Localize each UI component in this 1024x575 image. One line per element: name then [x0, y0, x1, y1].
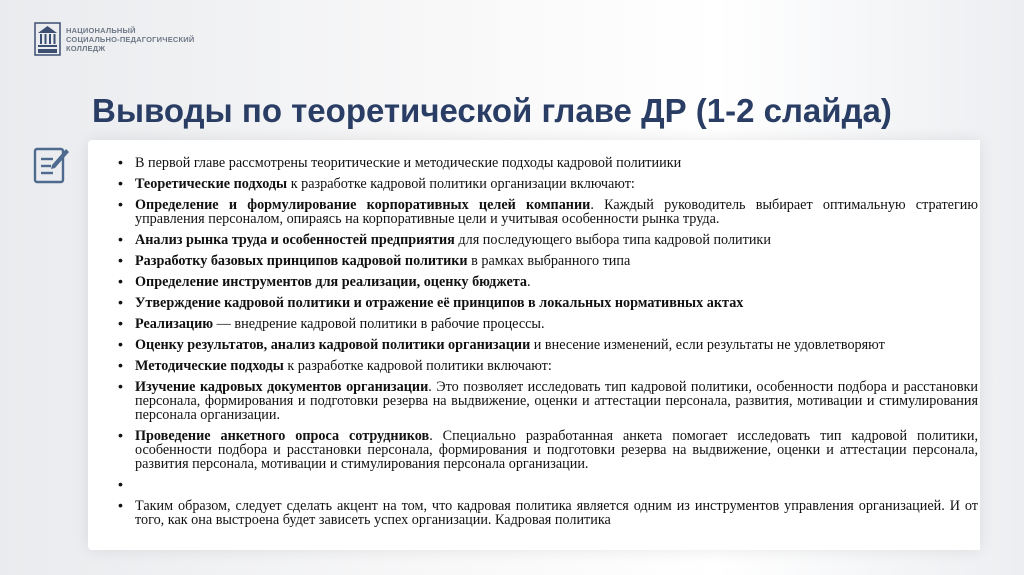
list-item: • Теоретические подходы к разработке кадровой политики организации включают: — [118, 177, 978, 191]
list-item: • Проведение анкетного опроса сотрудников. Специально разработанная анкета помогает исследовать тип кадровой политики, особенности подбора и расстановки персонала, формирования и подготовки резерва на выдвижение, оценки и аттестации персонала, развития персонала, мотивации и стимулирования персонала организации. — [118, 429, 978, 471]
list-item: • Таким образом, следует сделать акцент на том, что кадровая политика является одним из инструментов управления организацией. И от того, как она выстроена будет зависеть успех организации. Кадровая политика — [118, 499, 978, 527]
college-name-line: СОЦИАЛЬНО-ПЕДАГОГИЧЕСКИЙ — [66, 34, 195, 44]
list-item: • В первой главе рассмотрены теоритические и методические подходы кадровой политиики — [118, 156, 978, 170]
college-emblem-icon — [34, 22, 61, 56]
college-logo — [34, 22, 194, 56]
note-pencil-icon — [33, 145, 71, 185]
college-name-line: КОЛЛЕДЖ — [66, 43, 106, 53]
slide-title: Выводы по теоретической главе ДР (1-2 слайда) — [92, 92, 892, 129]
list-item: • Методические подходы к разработке кадровой политики включают: — [118, 359, 978, 373]
list-item — [118, 478, 978, 492]
college-name — [66, 26, 194, 53]
list-item: • Реализацию — внедрение кадровой политики в рабочие процессы. — [118, 317, 978, 331]
list-item: • Анализ рынка труда и особенностей предприятия для последующего выбора типа кадровой политики — [118, 233, 978, 247]
list-item: • Оценку результатов, анализ кадровой политики организации и внесение изменений, если результаты не удовлетворяют — [118, 338, 978, 352]
list-item: • Разработку базовых принципов кадровой политики в рамках выбранного типа — [118, 254, 978, 268]
bullet-list — [118, 156, 978, 534]
list-item: • Определение и формулирование корпоративных целей компании. Каждый руководитель выбирает оптимальную стратегию управления персоналом, опираясь на корпоративные цели и учитывая особенности рынка труда. — [118, 198, 978, 226]
list-item: • Изучение кадровых документов организации. Это позволяет исследовать тип кадровой политики, особенности подбора и расстановки персонала, формирования и подготовки резерва на выдвижение, оценки и аттестации персонала, развития, мотивации и стимулирования персонала организации. — [118, 380, 978, 422]
list-item: • Утверждение кадровой политики и отражение её принципов в локальных нормативных актах — [118, 296, 978, 310]
list-item: • Определение инструментов для реализации, оценку бюджета. — [118, 275, 978, 289]
college-name-line: НАЦИОНАЛЬНЫЙ — [66, 25, 136, 35]
